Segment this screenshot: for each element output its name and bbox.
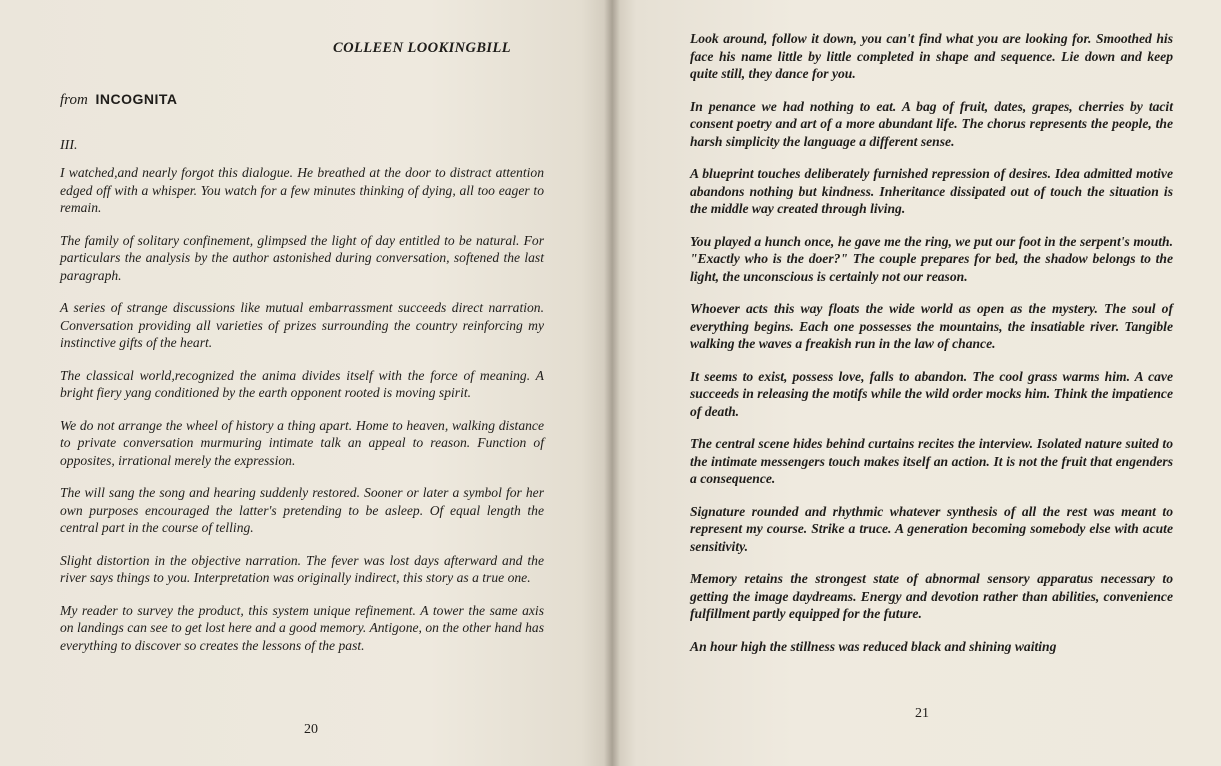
- paragraph: Slight distortion in the objective narration. The fever was lost days afterward and the river says things to you. Interpretation was originally indirect, this story as a true one.: [60, 552, 544, 585]
- work-heading: [60, 91, 178, 109]
- paragraph: An hour high the stillness was reduced black and shining waiting: [690, 638, 1057, 654]
- paragraph: It seems to exist, possess love, falls to abandon. The cool grass warms him. A cave succeeds in releasing the motifs while the wild order mocks him. Think the impatience of death.: [690, 368, 1173, 419]
- right-page-body: [690, 30, 1173, 670]
- paragraph: The central scene hides behind curtains recites the interview. Isolated nature suited to the intimate messengers touch makes itself an action. It is not the fruit that engenders a consequence.: [690, 436, 1173, 486]
- paragraph: In penance we had nothing to eat. A bag of fruit, dates, grapes, cherries by tacit consent poetry and art of a more abundant life. The chorus represents the people, the harsh simplicity the language a different sense.: [690, 98, 1173, 149]
- work-title: INCOGNITA: [95, 91, 178, 107]
- author-name: COLLEEN LOOKINGBILL: [333, 40, 511, 56]
- paragraph: You played a hunch once, he gave me the ring, we put our foot in the serpent's mouth. "Exactly who is the doer?" The couple prepares for bed, the shadow belongs to the light, the unconscious is certainly not our reason.: [690, 233, 1173, 284]
- from-word: from: [60, 92, 88, 108]
- paragraph: The classical world,recognized the anima divides itself with the force of meaning. A bright fiery yang conditioned by the earth opponent rooted is moving spirit.: [60, 367, 544, 400]
- book-gutter: [604, 0, 620, 766]
- paragraph: Whoever acts this way floats the wide world as open as the mystery. The soul of everything begins. Each one possesses the mountains, the insatiable river. Tangible walking the waves a freakish run in the law of chance.: [690, 301, 1173, 351]
- paragraph: Look around, follow it down, you can't find what you are looking for. Smoothed his face his name little by little completed in shape and sequence. Lie down and keep quite still, they dance for you.: [690, 31, 1173, 81]
- paragraph: A series of strange discussions like mutual embarrassment succeeds direct narration. Conversation providing all varieties of prizes surrounding the country reinforcing my instinctive gifts of the heart.: [60, 300, 544, 350]
- paragraph: We do not arrange the wheel of history a thing apart. Home to heaven, walking distance to private conversation murmuring intimate talk an appeal to reason. Function of opposites, irrational merely the expression.: [60, 417, 544, 468]
- paragraph: The family of solitary confinement, glimpsed the light of day entitled to be natural. For particulars the analysis by the author astonished during conversation, softened the last paragraph.: [60, 232, 544, 283]
- paragraph: A blueprint touches deliberately furnished repression of desires. Idea admitted motive abandons nothing but kindness. Inheritance dissipated out of touch the situation is the middle way created through living.: [690, 166, 1173, 216]
- paragraph: Memory retains the strongest state of abnormal sensory apparatus necessary to getting the image daydreams. Energy and devotion rather than abilities, convenience fulfillment partly equipped for the future.: [690, 571, 1173, 621]
- paragraph: Signature rounded and rhythmic whatever synthesis of all the rest was meant to represent my course. Strike a truce. A generation becoming somebody else with acute sensitivity.: [690, 503, 1173, 554]
- section-number: III.: [60, 138, 78, 153]
- page-number-right: 21: [915, 706, 929, 721]
- page-number-left: 20: [304, 722, 318, 737]
- paragraph: The will sang the song and hearing suddenly restored. Sooner or later a symbol for her own purposes encouraged the latter's pretending to be asleep. Of equal length the central part in the course of telling.: [60, 485, 544, 535]
- paragraph: I watched,and nearly forgot this dialogue. He breathed at the door to distract attention edged off with a whisper. You watch for a few minutes thinking of dying, all too eager to remain.: [60, 165, 544, 215]
- paragraph: My reader to survey the product, this system unique refinement. A tower the same axis on landings can see to get lost here and a good memory. Antigone, on the other hand has everything to discover so creates the lessons of the past.: [60, 602, 544, 653]
- left-page-body: [60, 164, 544, 669]
